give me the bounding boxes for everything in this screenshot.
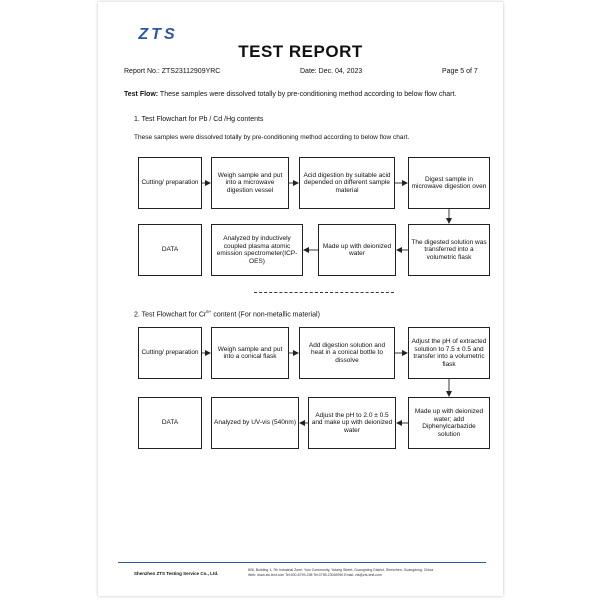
s1-box-analyzed: Analyzed by inductively coupled plasma atomic emission spectrometer(ICP-OES) (211, 224, 303, 276)
footer-divider (118, 562, 486, 563)
s1-box-cutting: Cutting/ preparation (138, 157, 202, 209)
s2-box-analyzed: Analyzed by UV-vis (540nm) (211, 397, 299, 449)
s2-box-weigh: Weigh sample and put into a conical flask (211, 327, 289, 379)
section1-title: 1. Test Flowchart for Pb / Cd /Hg contents (134, 116, 264, 123)
footer-address: 806, Building 1, 7th Industrial Zone, Yulu Community, Yutang Street, Guangming District, Shenzhen, Guangdong, China (248, 568, 434, 572)
logo-text: ZTS (138, 26, 178, 43)
s2-box-cutting: Cutting/ preparation (138, 327, 202, 379)
s2-box-adjust-ph-2: Adjust the pH to 2.0 ± 0.5 and make up with deionized water (308, 397, 396, 449)
section2-title-prefix: 2. Test Flowchart for Cr (134, 311, 207, 319)
footer-contacts: Web: www.zts-test.com Tel:400-6799-298 Tel:0755-23045950 Email: zts@zts-test.com (248, 573, 382, 577)
s2-box-data: DATA (138, 397, 202, 449)
report-page (98, 2, 503, 596)
s2-box-made-up: Made up with deionized water; add Diphenylcarbazide solution (408, 397, 490, 449)
s1-box-digest: Digest sample in microwave digestion oven (408, 157, 490, 209)
flowchart-arrows (98, 2, 503, 596)
report-number: Report No.: ZTS23112909YRC (124, 68, 221, 75)
test-flow-label: Test Flow: (124, 91, 159, 98)
report-title: TEST REPORT (238, 42, 363, 61)
footer-company: Shenzhen ZTS Testing Service Co., Ltd. (134, 571, 219, 576)
section2-title-suffix: content (For non-metallic material) (211, 311, 320, 319)
section1-note: These samples were dissolved totally by pre-conditioning method according to below flow chart. (134, 134, 410, 141)
s2-box-adjust-ph: Adjust the pH of extracted solution to 7.5 ± 0.5 and transfer into a volumetric flask (408, 327, 490, 379)
section2-title-sup: 6+ (206, 309, 212, 314)
s1-box-transferred: The digested solution was transferred into a volumetric flask (408, 224, 490, 276)
s1-box-made-up: Made up with deionized water (318, 224, 396, 276)
report-date: Date: Dec. 04, 2023 (300, 68, 363, 75)
footer-address-block (248, 568, 493, 578)
s1-box-weigh: Weigh sample and put into a microwave digestion vessel (211, 157, 289, 209)
s1-box-data: DATA (138, 224, 202, 276)
test-flow-text: These samples were dissolved totally by pre-conditioning method according to below flow chart. (158, 91, 457, 98)
page-number: Page 5 of 7 (442, 68, 478, 75)
s1-box-acid: Acid digestion by suitable acid depended on different sample material (299, 157, 395, 209)
s2-box-digestion: Add digestion solution and heat in a conical bottle to dissolve (299, 327, 395, 379)
